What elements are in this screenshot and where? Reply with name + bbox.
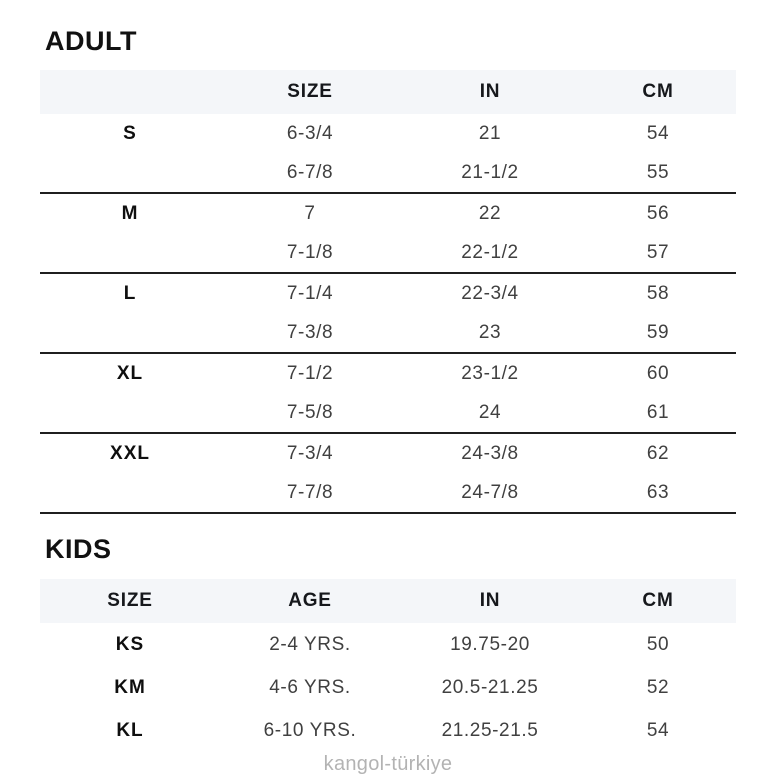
size-label-cell: S — [123, 123, 137, 144]
kids-header-size: SIZE — [107, 590, 153, 611]
cm-cell: 55 — [646, 162, 670, 183]
inches-cell: 24-7/8 — [461, 482, 519, 503]
hat-size-cell: 6-7/8 — [286, 162, 334, 183]
table-row — [40, 474, 736, 514]
cm-cell: 59 — [646, 322, 670, 343]
age-cell: 2-4 YRS. — [269, 633, 351, 655]
size-label-cell: KM — [114, 676, 146, 698]
hat-size-cell: 6-3/4 — [286, 123, 334, 144]
table-row — [40, 434, 736, 474]
cm-cell: 63 — [646, 482, 670, 503]
hat-size-cell: 7-5/8 — [286, 402, 334, 423]
hat-size-cell: 7-1/2 — [286, 363, 334, 384]
table-row — [40, 154, 736, 194]
hat-size-cell: 7 — [304, 203, 316, 224]
adult-header-cm: CM — [642, 81, 674, 102]
table-row — [40, 314, 736, 354]
kids-table-header-row — [40, 579, 736, 623]
cm-cell: 60 — [646, 363, 670, 384]
adult-table-header-row — [40, 70, 736, 114]
cm-cell: 61 — [646, 402, 670, 423]
table-row — [40, 709, 736, 752]
cm-cell: 56 — [646, 203, 670, 224]
cm-cell: 57 — [646, 242, 670, 263]
cm-cell: 50 — [646, 633, 670, 655]
hat-size-cell: 7-1/8 — [286, 242, 334, 263]
hat-size-cell: 7-1/4 — [286, 283, 334, 304]
cm-cell: 58 — [646, 283, 670, 304]
table-row — [40, 114, 736, 154]
adult-header-in: IN — [479, 81, 501, 102]
inches-cell: 22-3/4 — [461, 283, 519, 304]
table-row — [40, 234, 736, 274]
inches-cell: 20.5-21.25 — [441, 676, 539, 698]
size-label-cell: KS — [115, 633, 145, 655]
size-label-cell: KL — [116, 719, 144, 741]
table-row — [40, 194, 736, 234]
cm-cell: 62 — [646, 443, 670, 464]
inches-cell: 23 — [478, 322, 502, 343]
cm-cell: 54 — [646, 123, 670, 144]
hat-size-cell: 7-7/8 — [286, 482, 334, 503]
brand-watermark: kangol-türkiye — [323, 753, 453, 775]
cm-cell: 52 — [646, 676, 670, 698]
inches-cell: 24 — [478, 402, 502, 423]
inches-cell: 21.25-21.5 — [441, 719, 539, 741]
adult-section-heading: ADULT — [45, 26, 137, 56]
table-row — [40, 394, 736, 434]
age-cell: 4-6 YRS. — [269, 676, 351, 698]
kids-header-age: AGE — [288, 590, 332, 611]
kids-header-in: IN — [479, 590, 501, 611]
cm-cell: 54 — [646, 719, 670, 741]
table-row — [40, 354, 736, 394]
inches-cell: 22 — [478, 203, 502, 224]
hat-size-cell: 7-3/4 — [286, 443, 334, 464]
size-label-cell: L — [123, 283, 137, 304]
adult-header-size: SIZE — [287, 81, 333, 102]
inches-cell: 21 — [478, 123, 502, 144]
hat-size-cell: 7-3/8 — [286, 322, 334, 343]
adult-size-table — [40, 70, 736, 514]
size-label-cell: XXL — [110, 443, 150, 464]
table-row — [40, 666, 736, 709]
inches-cell: 24-3/8 — [461, 443, 519, 464]
inches-cell: 21-1/2 — [461, 162, 519, 183]
size-label-cell: M — [121, 203, 139, 224]
kids-size-table — [40, 579, 736, 752]
kids-header-cm: CM — [642, 590, 674, 611]
kids-section-heading: KIDS — [45, 534, 112, 564]
size-label-cell: XL — [116, 363, 144, 384]
inches-cell: 23-1/2 — [461, 363, 519, 384]
table-row — [40, 274, 736, 314]
inches-cell: 19.75-20 — [450, 633, 530, 655]
inches-cell: 22-1/2 — [461, 242, 519, 263]
table-row — [40, 623, 736, 666]
age-cell: 6-10 YRS. — [263, 719, 357, 741]
